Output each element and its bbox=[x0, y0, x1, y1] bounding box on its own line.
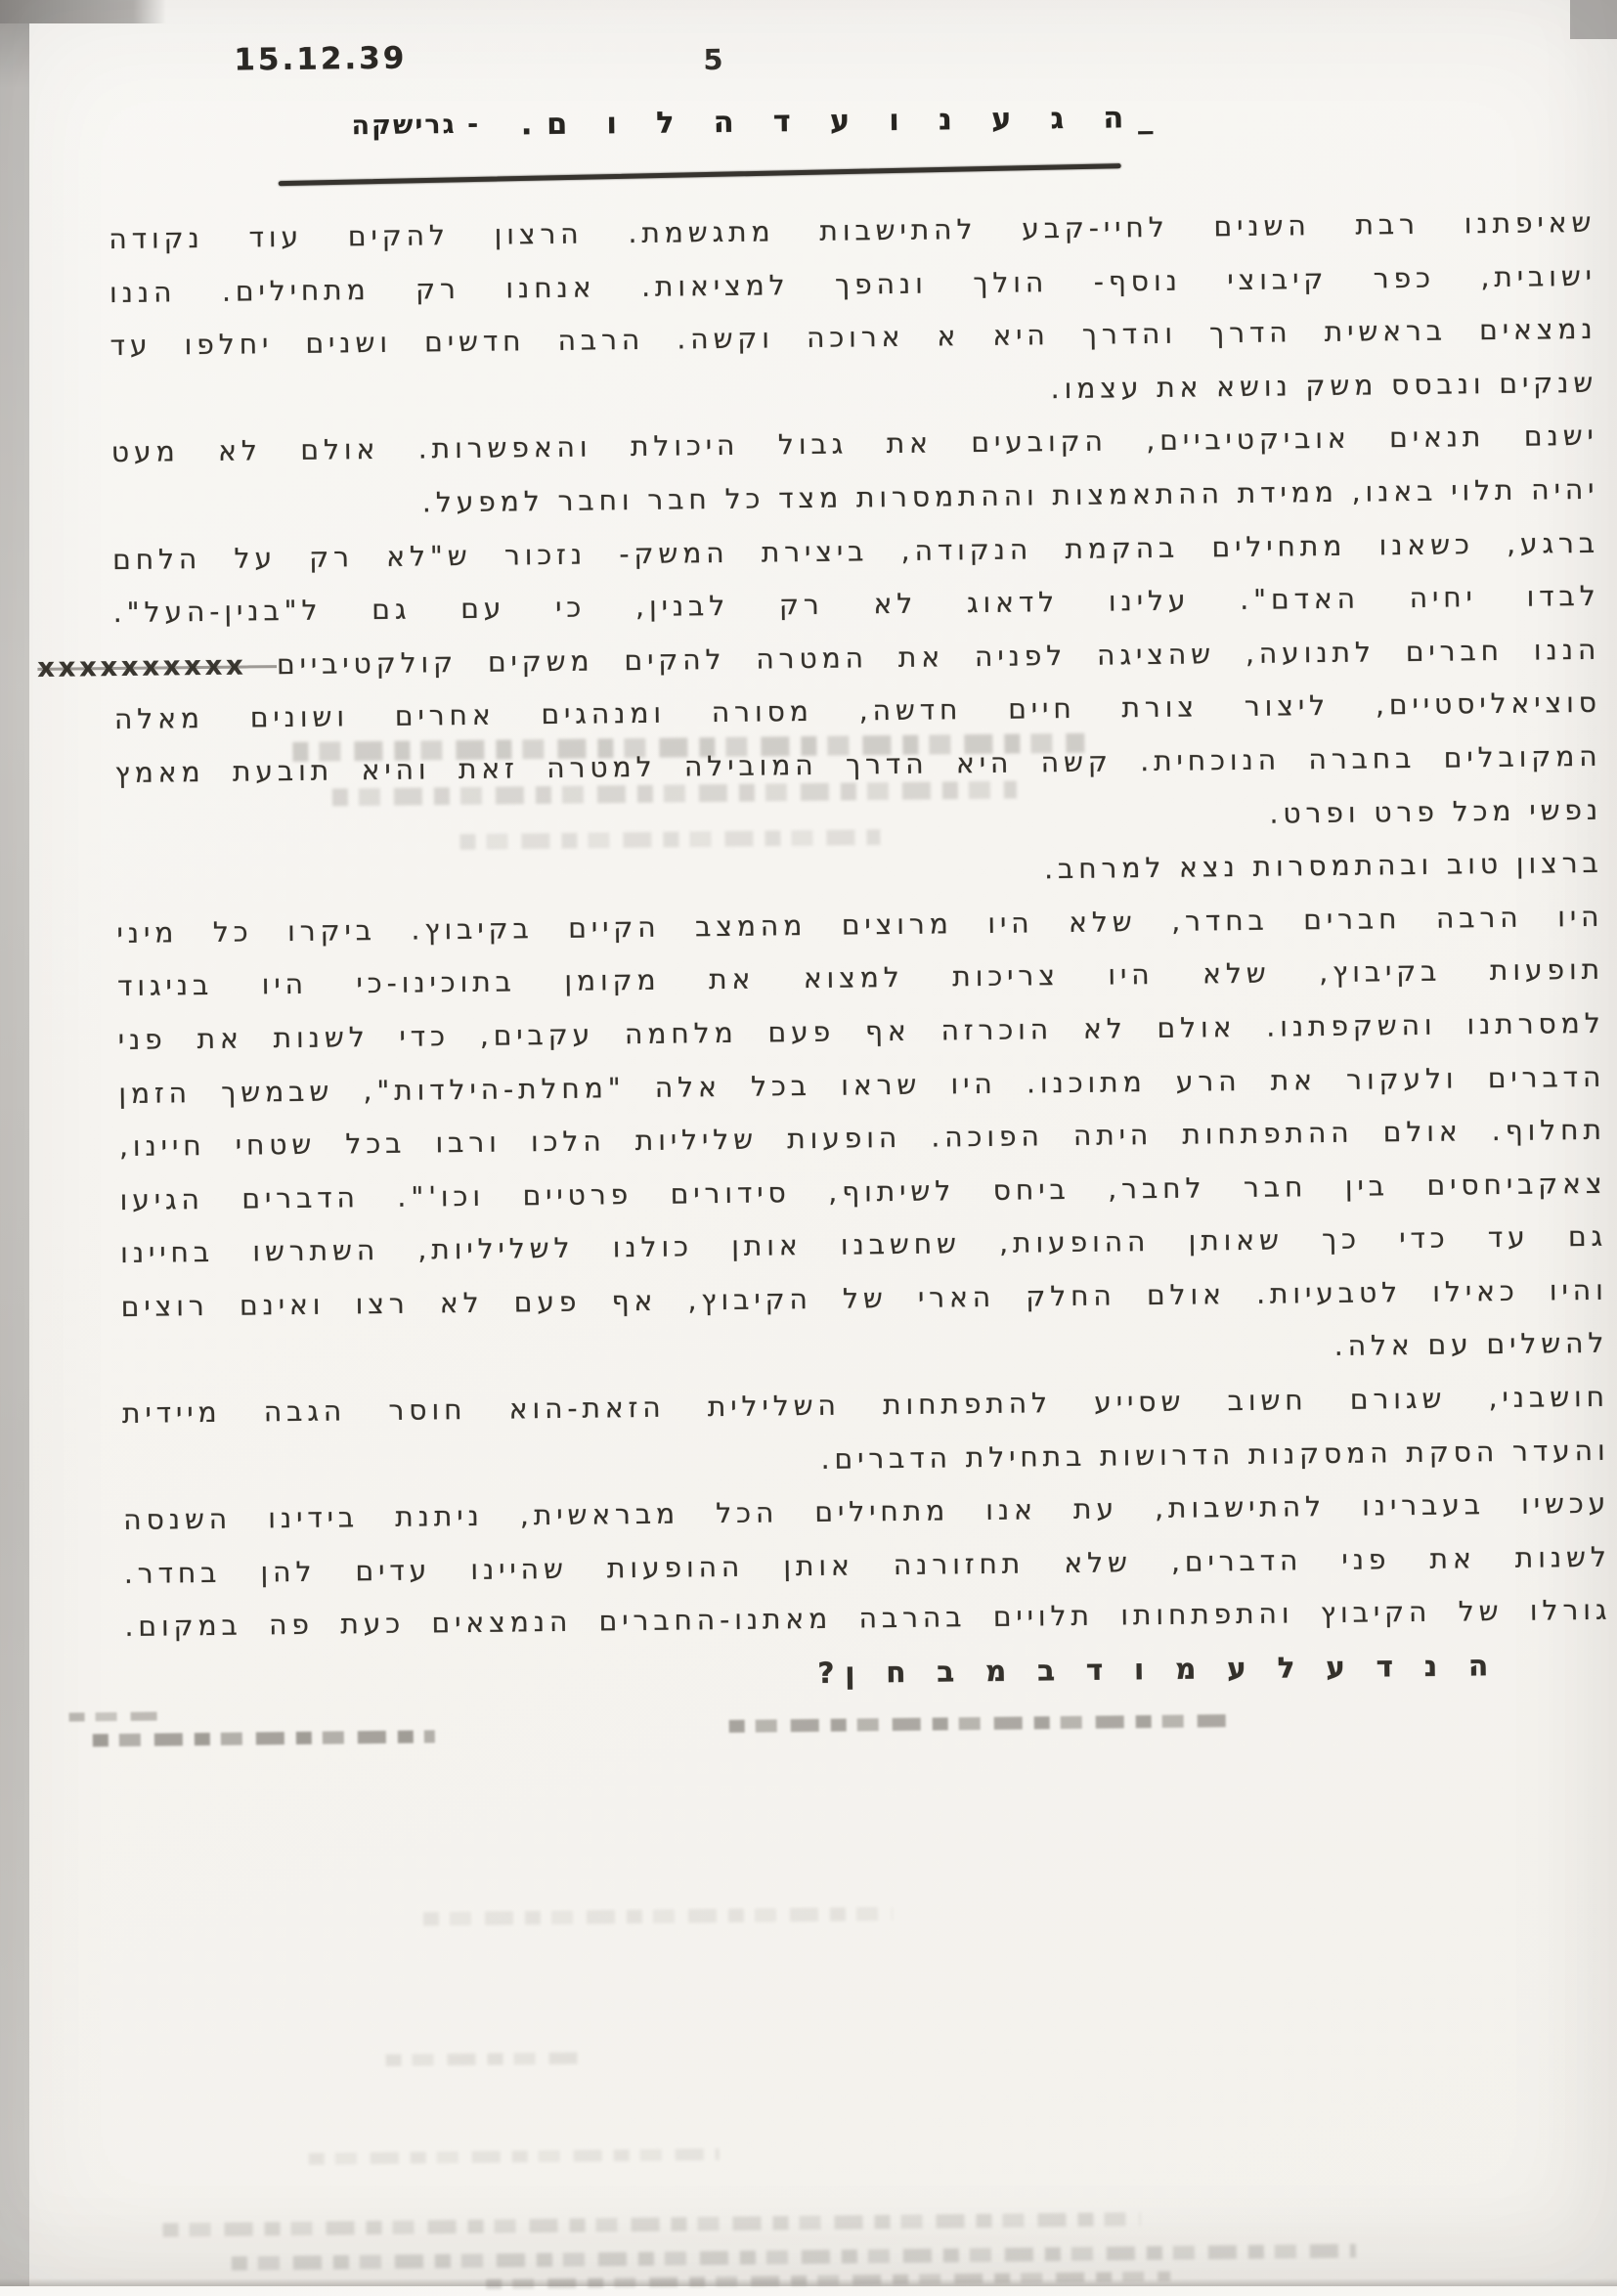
ghost-text-fragment bbox=[309, 2148, 720, 2165]
title-text: _ה ג ע נ ו ע ד ה ל ו ם. bbox=[520, 100, 1168, 143]
line-text: נפשי מכל פרט ופרט. bbox=[1269, 793, 1603, 830]
line-text: צאקביחסים בין חבר לחבר, ביחס לשיתוף, סידורים פרטיים וכו'". הדברים הגיעו bbox=[119, 1167, 1607, 1216]
line-text: הדברים ולעקור את הרע מתוכנו. היו שראו בכל אלה "מחלת-הילדות", שבמשך הזמן bbox=[118, 1060, 1606, 1110]
line-text: ברגע, כשאנו מתחילים בהקמת הנקודה, ביצירת המשק- נזכור ש"לא רק על הלחם bbox=[111, 526, 1600, 576]
ghost-text-fragment bbox=[386, 2053, 582, 2066]
line-text: עכשיו בעברינו להתישבות, עת אנו מתחילים הכל מבראשית, ניתנת בידינו השנסה bbox=[123, 1486, 1611, 1537]
scan-edge-bottom bbox=[0, 2278, 1617, 2286]
line-text: לשנות את פני הדברים, שלא תחזורנה אותן ההופעות שהיינו עדים להן בחדר. bbox=[123, 1540, 1612, 1590]
line-text: ברצון טוב ובהתמסרות נצא למרחב. bbox=[1043, 846, 1603, 886]
scan-edge-left bbox=[0, 0, 29, 2286]
line-text: ישובית, כפר קיבוצי נוסף- הולך ונהפך למציאות. אנחנו רק מתחילים. הננו bbox=[109, 259, 1597, 309]
line-text: שאיפתנו רבת השנים לחיי-קבע להתישבות מתגשמת. הרצון להקים עוד נקודה bbox=[109, 205, 1596, 256]
line-text: תופעות בקיבוץ, שלא היו צריכות למצוא את מקומן בתוכינו-כי היו בניגוד bbox=[116, 953, 1605, 1003]
line-text: היו הרבה חברים בחדר, שלא היו מרוצים מהמצב הקיים בקיבוץ. ביקרו כל מיני bbox=[116, 900, 1604, 949]
body-text bbox=[37, 197, 1612, 1708]
ghost-text-fragment bbox=[162, 2212, 1140, 2236]
line-text: ה נ ד ע ל ע מ ו ד ב מ ב ח ן? bbox=[817, 1649, 1500, 1690]
struck-out-text: xxxxxxxxxx bbox=[37, 649, 278, 684]
line-text: גם עד כדי כך שאותן ההופעות, שחשבנו אותן כולנו לשליליות, השתרשו בחיינו bbox=[120, 1219, 1608, 1270]
line-text: והיו כאילו לטבעיות. אולם החלק הארי של הקיבוץ, אף פעם לא רצו ואינם רוצים bbox=[120, 1273, 1608, 1323]
title-underline bbox=[279, 163, 1121, 186]
ghost-text-fragment bbox=[69, 1712, 157, 1722]
line-text: גורלו של הקיבוץ והתפתחותו תלויים בהרבה מאתנו-החברים הנמצאים כעת פה במקום. bbox=[124, 1594, 1612, 1644]
line-text: יהיה תלוי באנו, ממידת ההתאמצות וההתמסרות מצד כל חבר וחבר למפעל. bbox=[421, 472, 1599, 519]
line-text: לבדו יחיה האדם". עלינו לדאוג לא רק לבנין, כי עם גם ל"בנין-העל". bbox=[112, 579, 1600, 630]
line-text: הננו חברים לתנועה, שהציגה לפניה את המטרה להקים משקים קולקטיביים bbox=[276, 633, 1601, 681]
page-number: 5 bbox=[703, 42, 723, 77]
ghost-text-fragment bbox=[423, 1907, 893, 1925]
scan-corner-top-left bbox=[0, 0, 166, 23]
title-author: - גרישקה bbox=[351, 109, 481, 142]
scan-corner-top-right bbox=[1570, 0, 1617, 39]
ghost-text-fragment bbox=[729, 1714, 1228, 1733]
line-text: חושבני, שגורם חשוב שסייע להתפתחות השלילית הזאת-הוא חוסר הגבה מיידית bbox=[121, 1380, 1610, 1431]
ghost-text-fragment bbox=[232, 2244, 1356, 2271]
line-text: המקובלים בחברה הנוכחית. קשה היא הדרך המובילה למטרה זאת והיא תובעת מאמץ bbox=[114, 739, 1602, 789]
document-date: 15.12.39 bbox=[234, 40, 408, 78]
line-text: למסרתנו והשקפתנו. אולם לא הוכרזה אף פעם מלחמה עקבים, כדי לשנות את פני bbox=[117, 1006, 1605, 1056]
line-text: להשלים עם אלה. bbox=[1333, 1327, 1609, 1363]
document-title bbox=[351, 101, 1167, 144]
ghost-text-fragment bbox=[93, 1730, 435, 1746]
line-text: והעדר הסקת המסקנות הדרושות בתחילת הדברים. bbox=[820, 1434, 1610, 1476]
line-text: נמצאים בראשית הדרך והדרך היא א ארוכה וקשה. הרבה חדשים ושנים יחלפו עד bbox=[109, 312, 1597, 363]
line-text: שנקים ונבסס משק נושא את עצמו. bbox=[1050, 366, 1598, 405]
line-text: סוציאליסטיים, ליצור צורת חיים חדשה, מסורה ומנהגים אחרים ושונים מאלה bbox=[113, 686, 1602, 736]
line-text: תחלוף. אולם ההתפתחות היתה הפוכה. הופעות שליליות הלכו ורבו בכל שטחי חיינו, bbox=[118, 1113, 1607, 1164]
line-text: ישנם תנאים אוביקטיביים, הקובעים את גבול היכולת והאפשרות. אולם לא מעט bbox=[110, 419, 1599, 469]
